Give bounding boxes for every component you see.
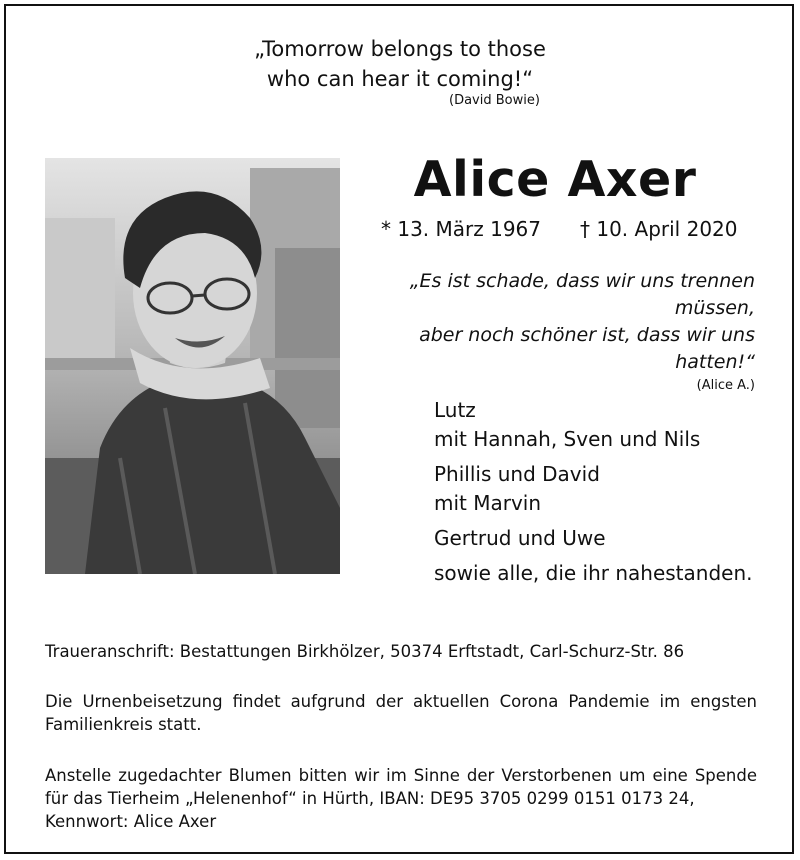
personal-quote [340,268,755,396]
donation-text: Anstelle zugedachter Blumen bitten wir im Sinne der Verstorbenen um eine Spende für das Tierheim „Helenenhof“ in Hürth, IBAN: DE95 3705 0299 0151 0173 24, [45,766,757,808]
mourners-list [434,396,753,588]
mourner-line: mit Marvin [434,491,542,515]
funeral-address: Traueranschrift: Bestattungen Birkhölzer, 50374 Erftstadt, Carl-Schurz-Str. 86 [45,642,685,661]
epigraph-line-2: who can hear it coming!“ [266,67,534,91]
mourner-line: mit Hannah, Sven und Nils [434,427,701,451]
birth-date: * 13. März 1967 [381,217,542,241]
donation-keyword: Kennwort: Alice Axer [45,812,217,831]
personal-quote-line-2: aber noch schöner ist, dass wir uns hatten!“ [419,324,755,373]
epigraph-line-1: „Tomorrow belongs to those [254,37,546,61]
epigraph-source: (David Bowie) [449,93,540,108]
mourner-line: sowie alle, die ihr nahestanden. [434,561,753,585]
mourner-line: Gertrud und Uwe [434,526,606,550]
burial-notice: Die Urnenbeisetzung findet aufgrund der aktuellen Corona Pandemie im engsten Familienkreis statt. [45,692,757,734]
mourner-line: Phillis und David [434,462,600,486]
donation-notice [45,764,757,833]
epigraph [0,34,800,108]
deceased-name: Alice Axer [413,151,697,208]
personal-quote-source: (Alice A.) [696,378,755,393]
death-date: † 10. April 2020 [580,217,738,241]
portrait-photo [45,158,340,574]
mourner-line: Lutz [434,398,476,422]
personal-quote-line-1: „Es ist schade, dass wir uns trennen müssen, [409,270,755,319]
